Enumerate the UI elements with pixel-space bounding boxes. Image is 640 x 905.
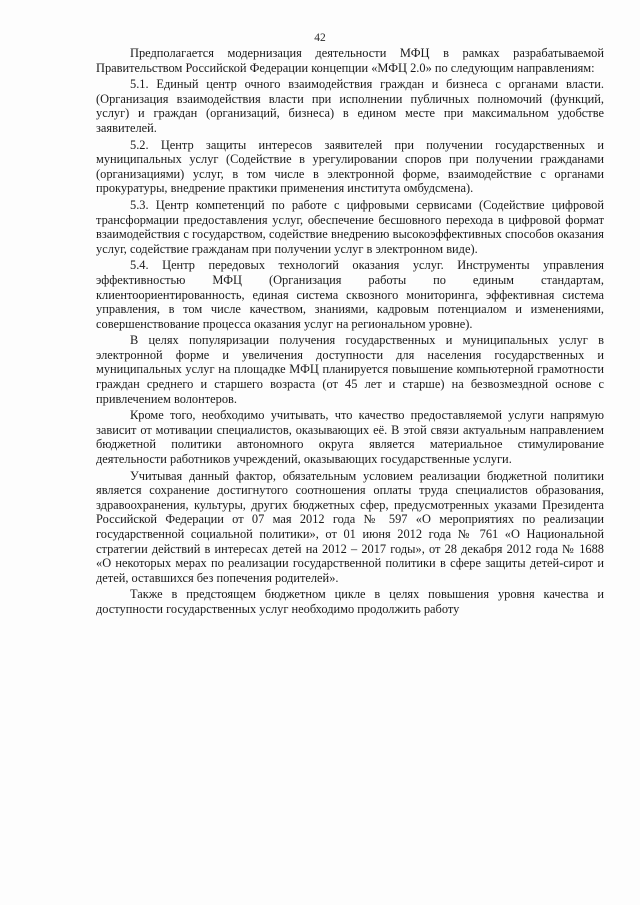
paragraph-budget-cycle: Также в предстоящем бюджетном цикле в целях повышения уровня качества и доступности государственных услуг необходимо продолжить работу	[96, 587, 604, 616]
page-number: 42	[314, 32, 326, 44]
paragraph-5-1: 5.1. Единый центр очного взаимодействия граждан и бизнеса с органами власти. (Организация взаимодействия власти при исполнении публичных полномочий (функций, услуг) и граждан (организаций, бизнеса) в едином месте при максимальном удобстве заявителей.	[96, 77, 604, 135]
paragraph-wage-ratio: Учитывая данный фактор, обязательным условием реализации бюджетной политики является сохранение достигнутого соотношения оплаты труда специалистов образования, здравоохранения, культуры, других бюджетных сфер, предусмотренных указами Президента Российской Федерации от 07 мая 2012 года № 597 «О мероприятиях по реализации государственной социальной политики», от 01 июня 2012 года № 761 «О Национальной стратегии действий в интересах детей на 2012 – 2017 годы», от 28 декабря 2012 года № 1688 «О некоторых мерах по реализации государственной политики в сфере защиты детей-сирот и детей, оставшихся без попечения родителей».	[96, 468, 604, 585]
paragraph-5-2: 5.2. Центр защиты интересов заявителей при получении государственных и муниципальных услуг (Содействие в урегулировании споров при получении гражданами (организациями) услуг, в том числе в электронной форме, взаимодействие с органами прокуратуры, внедрение практики применения института омбудсмена).	[96, 137, 604, 196]
paragraph-popularization: В целях популяризации получения государственных и муниципальных услуг в электронной форме и увеличения доступности для населения государственных и муниципальных услуг на площадке МФЦ планируется повышение компьютерной грамотности граждан среднего и старшего возраста (от 45 лет и старше) на безвозмездной основе с привлечением волонтеров.	[96, 333, 604, 406]
body-text	[96, 46, 604, 619]
paragraph-mfc-modernization: Предполагается модернизация деятельности МФЦ в рамках разрабатываемой Правительством Российской Федерации концепции «МФЦ 2.0» по следующим направлениям:	[96, 46, 604, 75]
paragraph-5-4: 5.4. Центр передовых технологий оказания услуг. Инструменты управления эффективностью МФЦ (Организация работы по единым стандартам, клиентоориентированность, единая система сквозного мониторинга, эффективная система управления, в том числе качеством, знаниями, кадровым потенциалом и изменениями, совершенствование процесса оказания услуг на региональном уровне).	[96, 258, 604, 331]
paragraph-motivation: Кроме того, необходимо учитывать, что качество предоставляемой услуги напрямую зависит от мотивации специалистов, оказывающих её. В этой связи актуальным направлением бюджетной политики автономного округа является материальное стимулирование деятельности работников учреждений, оказывающих государственные услуги.	[96, 408, 604, 467]
paragraph-5-3: 5.3. Центр компетенций по работе с цифровыми сервисами (Содействие цифровой трансформации предоставления услуг, обеспечение бесшовного перехода в цифровой формат взаимодействия с государством, содействие внедрению высокоэффективных способов оказания услуг, содействие гражданам при получении услуг в электронном виде).	[96, 197, 604, 256]
